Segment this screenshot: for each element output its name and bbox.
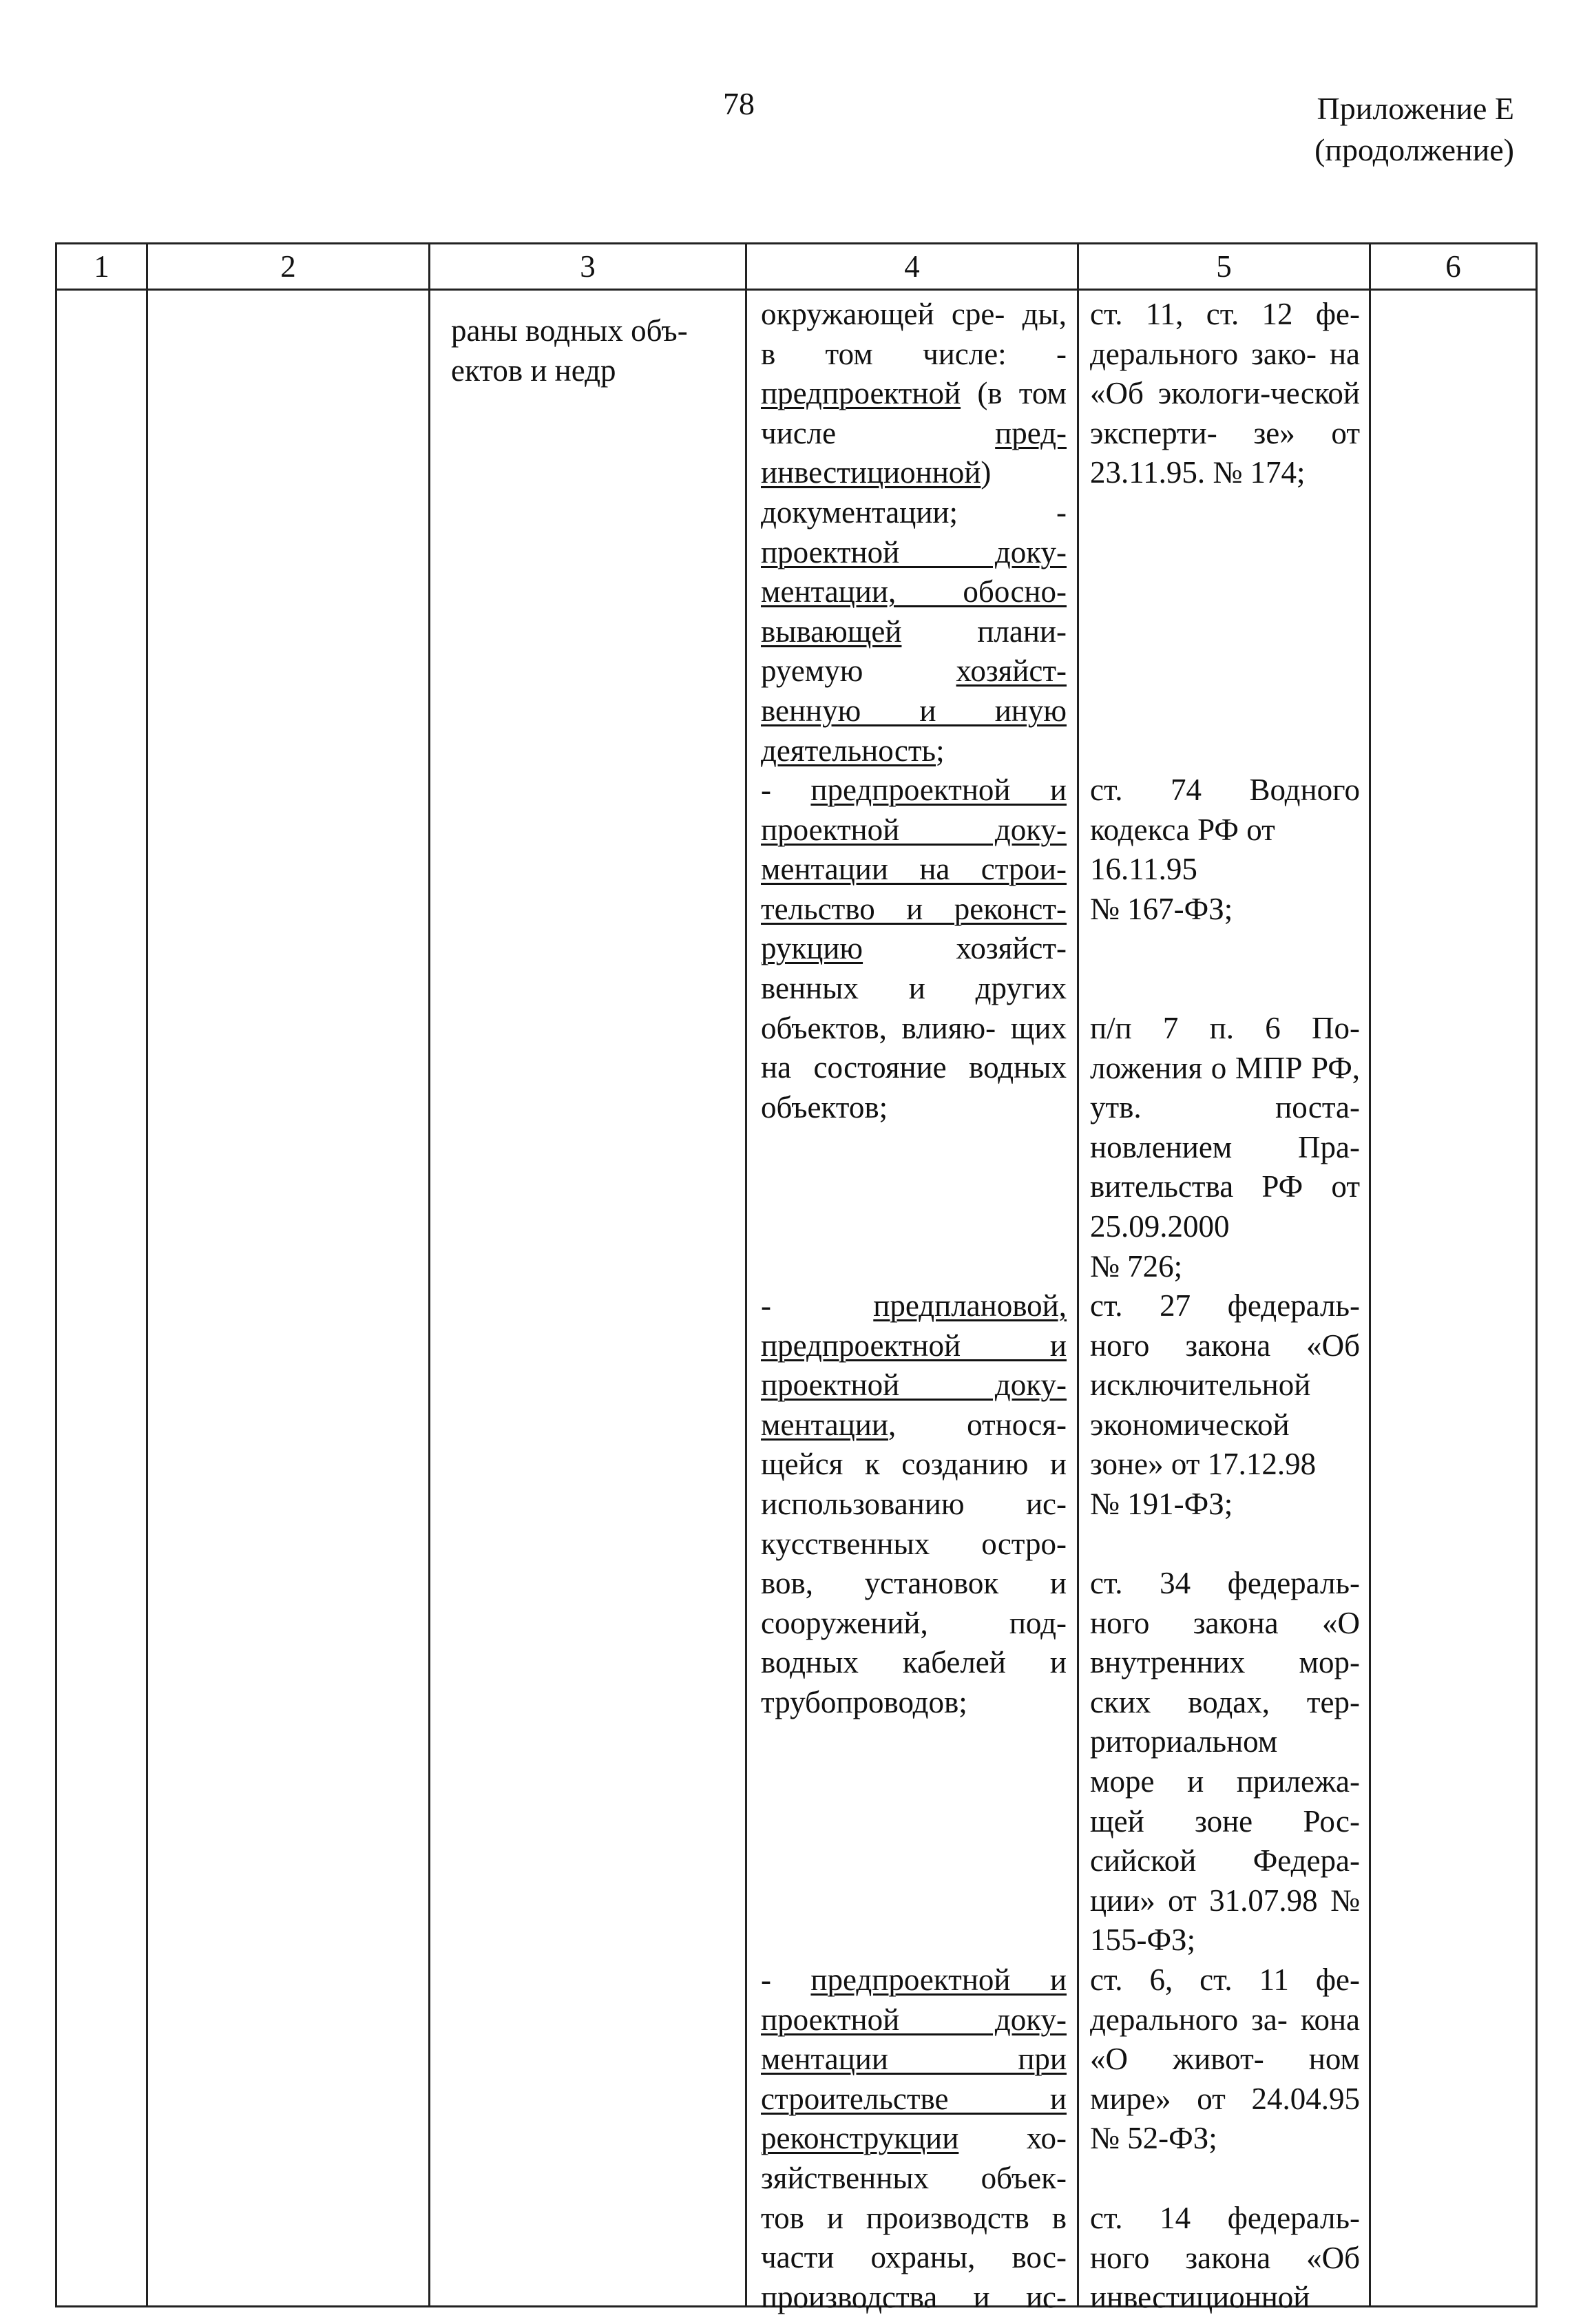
text-fragment: том числе [761,376,1067,450]
text-fragment: венную и иную [761,693,1067,728]
legal-table [55,242,1538,2315]
text-fragment: зяйственных объек- [761,2160,1067,2195]
text-fragment: - [761,1288,874,1323]
text-fragment: вов, установок и [761,1566,1067,1601]
text-fragment: дерального за- [1090,2002,1288,2037]
text-fragment: море и прилежа- [1090,1763,1360,1799]
text-fragment: ст. 6, ст. 11 фе- [1090,1962,1360,1997]
column-number: 5 [1078,244,1370,290]
col5-ref-economic-zone [1090,1286,1360,1525]
text-fragment: водных кабелей и [761,1645,1067,1680]
text-fragment: ментации на строи- [761,852,1067,887]
text-fragment: предпроектной и [810,1962,1067,1997]
text-fragment: ских водах, тер- [1090,1684,1360,1719]
text-fragment: ст. 34 федераль- [1090,1566,1360,1600]
text-fragment: ст. 27 федераль- [1090,1288,1360,1323]
text-fragment: использованию ис- [761,1486,1067,1521]
text-fragment: хозяйст- [863,931,1067,966]
column-number: 1 [56,244,147,290]
cell-col6 [1370,290,1537,2307]
text-fragment: - [761,1962,811,1997]
text-fragment: сийской Федера- [1090,1843,1360,1878]
text-fragment: производства и ис- [761,2279,1067,2314]
text-fragment: пред- [995,415,1067,450]
col5-ref-animal-world [1090,1960,1360,2159]
text-fragment: щейся к созданию и [761,1447,1067,1482]
text-fragment: - [1056,494,1067,530]
text-fragment: № 155-ФЗ; [1090,1883,1361,1958]
appendix-continued: (продолжение) [1314,132,1514,167]
col4-block-artificial-islands [761,1286,1067,1723]
text-fragment: РФ, утв. поста- [1090,1050,1360,1125]
cell-col2 [147,290,430,2307]
text-fragment: риториальном [1090,1724,1278,1759]
text-fragment: деятельность [761,733,936,768]
text-fragment: № 174; [1213,455,1306,490]
text-fragment: строительстве и [761,2081,1067,2116]
text-fragment: хо- [958,2121,1067,2156]
col5-ref-mpr-regulation [1090,1009,1360,1286]
text-fragment: проектной доку- [761,812,1067,847]
text-fragment: инвестиционной [761,455,981,490]
text-fragment: от 25.09.2000 [1090,1169,1360,1244]
text-fragment: ) [981,455,992,490]
text-fragment: ст. 14 федераль- [1090,2201,1360,2235]
text-fragment: № 191-ФЗ; [1090,1486,1233,1521]
cell-col4 [746,290,1078,2314]
column-number-row [56,244,1537,290]
text-fragment: руемую [761,653,956,689]
text-fragment: ного закона «О [1090,1605,1360,1640]
text-fragment: щей зоне Рос- [1090,1803,1360,1839]
text-fragment: ментации при [761,2042,1067,2077]
text-fragment: предплановой, [873,1288,1067,1323]
text-fragment: на «Об экологи- [1090,336,1361,411]
text-fragment: проектной доку- [761,2002,1067,2037]
text-fragment: зе» от 23.11.95. [1090,415,1360,490]
text-fragment: сооружений, под- [761,1605,1067,1640]
text-fragment: № 726; [1090,1248,1183,1284]
text-fragment: 16.11.95 [1090,852,1197,887]
text-fragment: части охраны, вос- [761,2240,1067,2275]
text-fragment: дерального зако- [1090,336,1317,371]
table-row [56,290,1537,2307]
col4-block-water-objects [761,771,1067,1127]
col4-block-environment [761,295,1067,771]
col5-ref-water-code [1090,771,1360,929]
text-fragment: кодекса РФ от [1090,812,1275,847]
text-fragment: водных объектов; [761,1050,1067,1124]
text-fragment: плани- [901,614,1067,649]
text-fragment: - [1056,336,1067,371]
cell-col5 [1078,290,1370,2315]
appendix-title: Приложение Е [1317,91,1514,126]
text-fragment: ды, в том числе: [761,297,1067,371]
text-fragment: ции» от 31.07.98 [1090,1883,1318,1918]
text-fragment: внутренних мор- [1090,1645,1360,1680]
text-fragment: венных и других [761,970,1067,1005]
text-fragment: ческой эксперти- [1090,376,1360,450]
text-fragment: ст. 74 Водного [1090,773,1360,807]
text-fragment: ст. 11, ст. 12 фе- [1090,297,1360,331]
text-fragment: экономической [1090,1407,1290,1442]
col5-ref-internal-waters [1090,1564,1360,1960]
text-fragment: реконструкции [761,2121,959,2156]
text-fragment: (в [961,376,1003,411]
column-number: 6 [1370,244,1537,290]
text-fragment: ментации [761,1407,888,1442]
text-fragment: ного закона «Об [1090,1328,1360,1363]
text-fragment: 24.04.95 № 52-ФЗ; [1090,2081,1361,2156]
text-fragment: тов и производств в [761,2200,1067,2235]
text-fragment: проектной доку- [761,534,1067,569]
text-fragment: документации; [761,494,958,530]
text-fragment: щих на состояние [761,1010,1067,1085]
col5-ref-investment [1090,2199,1360,2318]
column-number: 2 [147,244,430,290]
column-number: 3 [430,244,746,290]
text-fragment: хозяйст- [956,653,1067,689]
text-fragment: ного закона «Об [1090,2240,1360,2275]
text-fragment: трубопроводов; [761,1684,967,1719]
text-fragment: ментации, обосно- [761,574,1067,609]
text-fragment: ; [936,733,945,768]
text-fragment: - [761,773,811,807]
text-fragment: проектной доку- [761,1368,1067,1403]
text-fragment: № 167-ФЗ; [1090,891,1233,926]
text-fragment: исключительной [1090,1368,1311,1403]
text-fragment: предпроектной и [810,773,1067,807]
text-fragment: вительства РФ [1090,1169,1303,1204]
text-fragment: вывающей [761,614,902,649]
col3-text: раны водных объ-ектов и недр [451,313,688,388]
appendix-heading [1314,88,1514,171]
text-fragment: кона «О живот- [1090,2002,1361,2077]
text-fragment: тельство и реконст- [761,891,1067,926]
text-fragment: инвестиционной [1090,2280,1310,2315]
text-fragment: кусственных остро- [761,1526,1067,1561]
text-fragment: п/п 7 п. 6 По- [1090,1011,1360,1045]
col4-block-construction [761,1960,1067,2317]
text-fragment: предпроектной и [761,1328,1067,1363]
page-number: 78 [723,86,755,121]
text-fragment: окружающей сре- [761,297,1005,331]
cell-col3 [430,290,746,2307]
cell-col1 [56,290,147,2307]
text-fragment: ном мире» от [1090,2042,1360,2116]
column-number: 4 [746,244,1078,290]
text-fragment: новлением Пра- [1090,1129,1360,1164]
text-fragment: предпроектной [761,376,961,411]
text-fragment: объектов, влияю- [761,1010,996,1045]
text-fragment: рукцию [761,931,863,966]
col5-ref-ecology-expertise [1090,295,1360,493]
text-fragment: , относя- [888,1407,1067,1442]
text-fragment: ложения о МПР [1090,1050,1303,1085]
text-fragment: зоне» от 17.12.98 [1090,1447,1317,1482]
